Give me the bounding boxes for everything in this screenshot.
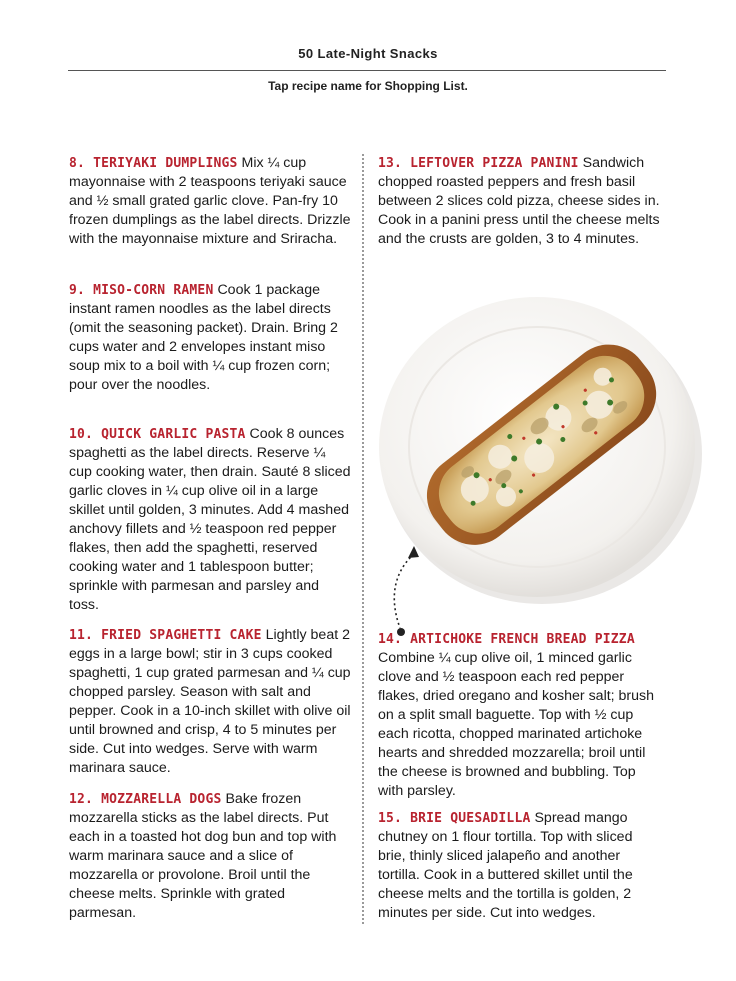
recipe-name-link[interactable]: 15. BRIE QUESADILLA: [378, 811, 531, 826]
recipe-artichoke-french-bread-pizza: [378, 630, 663, 801]
recipe-name-link[interactable]: 14. ARTICHOKE FRENCH BREAD PIZZA: [378, 632, 635, 647]
recipe-text: Spread mango chutney on 1 flour tortilla. Top with sliced brie, thinly sliced jalapeño and another tortilla. Cook in a buttered skillet until the cheese melts and the tortilla is golden, 2 minutes per side. Cut into wedges.: [378, 810, 633, 921]
recipe-text: Cook 8 ounces spaghetti as the label directs. Reserve ¼ cup cooking water, then drain. Sauté 8 sliced garlic cloves in ¼ cup olive oil in a large skillet until golden, 3 minutes. Add 4 mashed anchovy fillets and ½ teaspoon red pepper flakes, then add the spaghetti, reserved cooking water and 1 tablespoon butter; sprinkle with parmesan and parsley and toss.: [69, 426, 351, 613]
recipe-miso-corn-ramen: [69, 281, 351, 395]
recipe-mozzarella-dogs: [69, 790, 351, 923]
page-title: 50 Late-Night Snacks: [298, 46, 438, 61]
recipe-text: Mix ¼ cup mayonnaise with 2 teaspoons teriyaki sauce and ½ small grated garlic clove. Pan-fry 10 frozen dumplings as the label directs. Drizzle with the mayonnaise mixture and Sriracha.: [69, 155, 351, 247]
recipe-text: Sandwich chopped roasted peppers and fresh basil between 2 slices cold pizza, cheese sides in. Cook in a panini press until the cheese melts and the crusts are golden, 3 to 4 minutes.: [378, 155, 660, 247]
recipe-teriyaki-dumplings: [69, 154, 351, 249]
recipe-leftover-pizza-panini: [378, 154, 663, 249]
recipe-text: Lightly beat 2 eggs in a large bowl; stir in 3 cups cooked spaghetti, 1 cup grated parmesan and ¼ cup chopped parsley. Season with salt and pepper. Cook in a 10-inch skillet with olive oil until browned and crisp, 4 to 5 minutes per side. Cut into wedges. Serve with warm marinara sauce.: [69, 627, 351, 776]
recipe-name-link[interactable]: 11. FRIED SPAGHETTI CAKE: [69, 628, 262, 643]
recipe-fried-spaghetti-cake: [69, 626, 351, 778]
dotted-arrow-icon: [378, 540, 438, 640]
shopping-list-hint: Tap recipe name for Shopping List.: [268, 79, 468, 93]
recipe-quick-garlic-pasta: [69, 425, 351, 615]
recipe-name-link[interactable]: 10. QUICK GARLIC PASTA: [69, 427, 246, 442]
recipe-brie-quesadilla: [378, 809, 663, 923]
recipe-text: Combine ¼ cup olive oil, 1 minced garlic clove and ½ teaspoon each red pepper flakes, dried oregano and kosher salt; brush on a split small baguette. Top with ½ cup each ricotta, chopped marinated artichoke hearts and shredded mozzarella; broil until the cheese is browned and bubbling. Top with parsley.: [378, 650, 655, 799]
recipe-name-link[interactable]: 12. MOZZARELLA DOGS: [69, 792, 222, 807]
recipe-name-link[interactable]: 13. LEFTOVER PIZZA PANINI: [378, 156, 579, 171]
recipe-name-link[interactable]: 9. MISO-CORN RAMEN: [69, 283, 214, 298]
header-divider: [68, 70, 666, 71]
column-divider: [362, 154, 364, 924]
recipe-text: Cook 1 package instant ramen noodles as the label directs (omit the seasoning packet). Drain. Bring 2 cups water and 2 envelopes instant miso soup mix to a boil with ¼ cup frozen corn; pour over the noodles.: [69, 282, 338, 393]
recipe-name-link[interactable]: 8. TERIYAKI DUMPLINGS: [69, 156, 238, 171]
recipe-text: Bake frozen mozzarella sticks as the label directs. Put each in a toasted hot dog bun and top with warm marinara sauce and a slice of mozzarella or provolone. Broil until the cheese melts. Sprinkle with grated parmesan.: [69, 791, 337, 921]
